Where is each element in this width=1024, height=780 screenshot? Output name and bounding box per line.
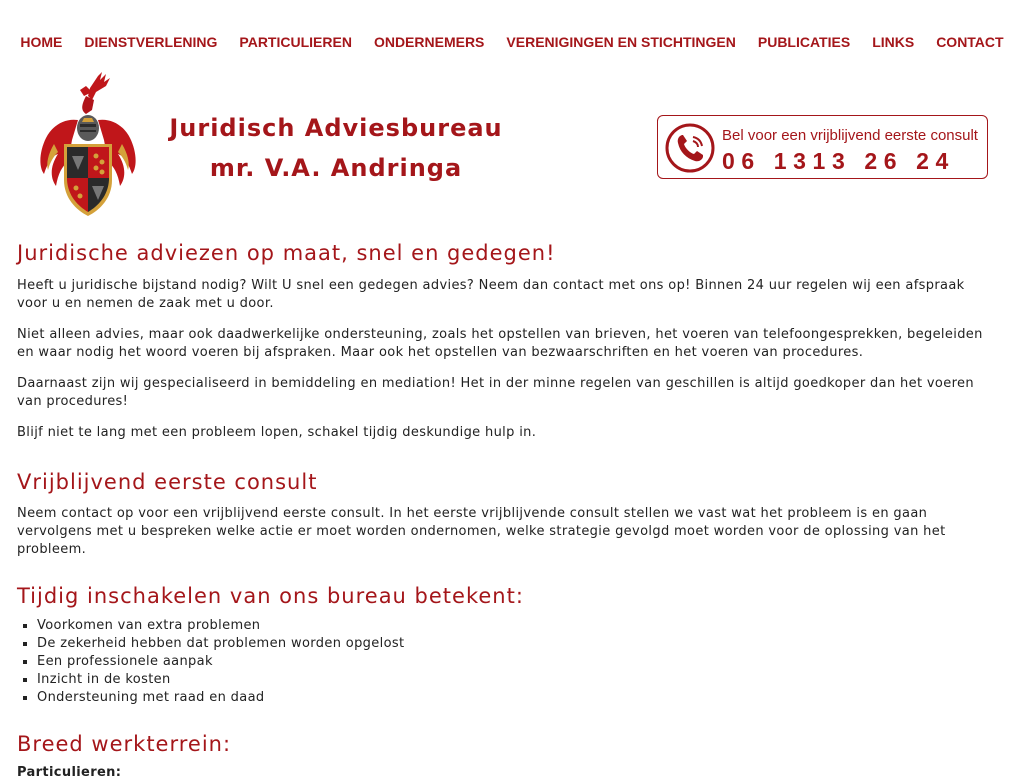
list-item: ▪ Inzicht in de kosten [37, 671, 997, 689]
nav-home[interactable]: HOME [20, 34, 63, 50]
list-item: ▪ Voorkomen van extra problemen [37, 617, 997, 635]
nav-particulieren[interactable]: PARTICULIEREN [239, 34, 352, 50]
benefits-list [17, 617, 997, 707]
nav-dienstverlening[interactable]: DIENSTVERLENING [84, 34, 218, 50]
phone-icon [665, 123, 715, 173]
nav-contact[interactable]: CONTACT [936, 34, 1004, 50]
main-content [17, 240, 997, 780]
list-item: ▪ De zekerheid hebben dat problemen worden opgelost [37, 635, 997, 653]
coat-of-arms-icon[interactable] [34, 70, 138, 218]
paragraph-intro: Heeft u juridische bijstand nodig? Wilt U snel een gedegen advies? Neem dan contact met ons op! Binnen 24 uur regelen wij een afspraak voor u en nemen de zaak met u door. [17, 278, 965, 311]
paragraph-hulp: Blijf niet te lang met een probleem lopen, schakel tijdig deskundige hulp in. [17, 425, 537, 440]
nav-publicaties[interactable]: PUBLICATIES [757, 34, 851, 50]
paragraph-mediation: Daarnaast zijn wij gespecialiseerd in bemiddeling en mediation! Het in der minne regelen van geschillen is altijd goedkoper dan het voeren van procedures! [17, 376, 974, 409]
site-title-line1: Juridisch Adviesbureau [169, 114, 503, 142]
heading-werkterrein: Breed werkterrein: [17, 732, 232, 756]
nav-verenigingen[interactable]: VERENIGINGEN EN STICHTINGEN [506, 34, 736, 50]
site-title-line2: mr. V.A. Andringa [209, 154, 463, 182]
site-title [150, 108, 522, 188]
subheading-particulieren: Particulieren: [17, 765, 122, 780]
list-item: ▪ Ondersteuning met raad en daad [37, 689, 997, 707]
phone-callout[interactable] [657, 115, 988, 179]
main-nav [0, 34, 1024, 50]
list-item: ▪ Een professionele aanpak [37, 653, 997, 671]
paragraph-consult: Neem contact op voor een vrijblijvend eerste consult. In het eerste vrijblijvende consult stellen we vast wat het probleem is en gaan vervolgens met u bespreken welke actie er moet worden ondernomen, welke strategie gevolgd moet worden voor de oplossing van het probleem. [17, 506, 946, 557]
heading-tijdig: Tijdig inschakelen van ons bureau betekent: [17, 584, 524, 608]
heading-consult: Vrijblijvend eerste consult [17, 470, 318, 494]
heading-adviezen: Juridische adviezen op maat, snel en gedegen! [17, 241, 556, 265]
nav-links[interactable]: LINKS [872, 34, 915, 50]
paragraph-ondersteuning: Niet alleen advies, maar ook daadwerkelijke ondersteuning, zoals het opstellen van brieven, het voeren van telefoongesprekken, begeleiden en waar nodig het woord voeren bij afspraken. Maar ook het opstellen van bezwaarschriften en het voeren van procedures. [17, 327, 983, 360]
nav-ondernemers[interactable]: ONDERNEMERS [373, 34, 485, 50]
phone-cta-text: Bel voor een vrijblijvend eerste consult [722, 127, 978, 144]
phone-number[interactable]: 06 1313 26 24 [722, 148, 955, 174]
